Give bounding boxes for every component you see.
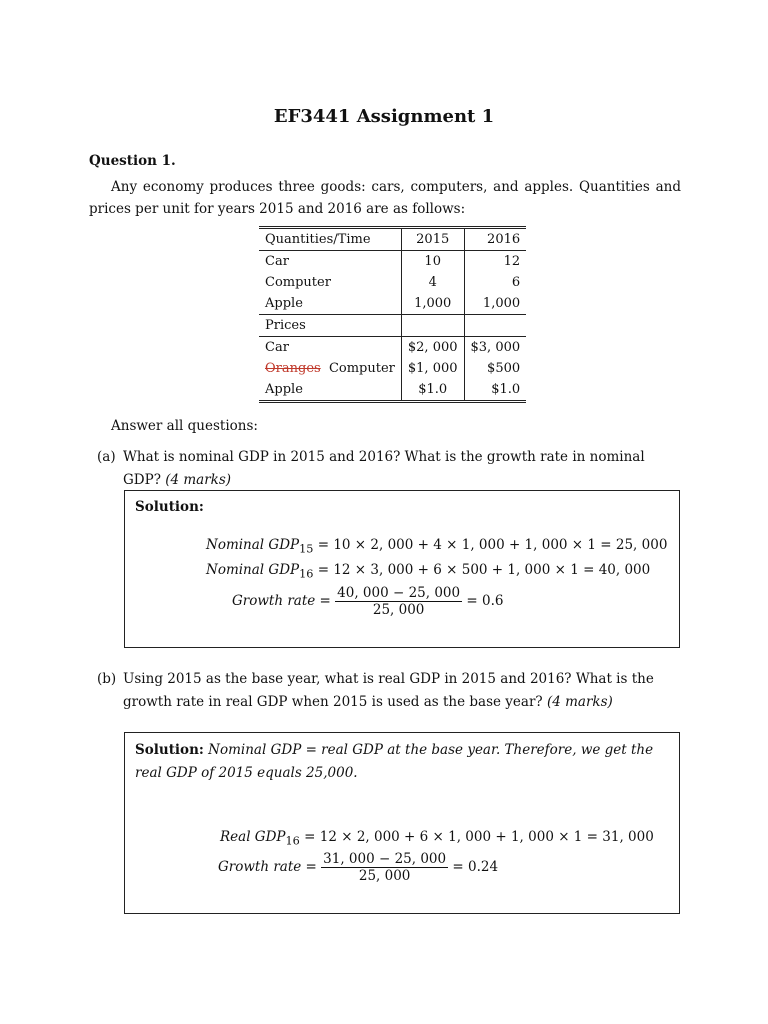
table-row: [259, 379, 526, 402]
table-row: [259, 337, 526, 359]
table-cell: Apple: [259, 293, 401, 315]
part-b-solution-paragraph: [135, 739, 669, 785]
part-a-solution-box: [124, 490, 680, 648]
table-cell: 1,000: [401, 293, 464, 315]
document-title: EF3441 Assignment 1: [273, 106, 495, 127]
table-cell: Computer: [259, 272, 401, 293]
fraction: $\frac{31, 000 - 25, 000}{25, 000}$: [323, 851, 447, 884]
table-cell: $1, 000: [401, 358, 464, 379]
question-intro: Any economy produces three goods: cars, computers, and apples. Quantities and prices per unit for years 2015 and 2016 are as follows:: [89, 179, 681, 217]
struck-text: Oranges: [265, 361, 321, 376]
question-heading: Question 1.: [89, 153, 176, 169]
table-cell: [464, 315, 526, 337]
solution-text: Nominal GDP = real GDP at the base year. Therefore, we get the real GDP of 2015 equals 25,000.: [135, 742, 654, 781]
table-cell: [259, 358, 401, 379]
equation-nominal-gdp-16: Nominal $GDP_{16} = 12 \times 3$, 000 + 6 × 500 + 1, 000 × 1 = 40, 000: [206, 562, 651, 581]
table-cell-label: Computer: [328, 361, 395, 376]
fraction: $\frac{40, 000 - 25, 000}{25, 000}$: [337, 585, 461, 618]
part-b-label: (b): [97, 671, 117, 687]
part-a-marks: (4 marks): [165, 472, 232, 488]
part-b-question: [97, 668, 681, 714]
table-row: [259, 358, 526, 379]
data-table: [259, 226, 526, 403]
table-cell: $2, 000: [401, 337, 464, 359]
table-cell: 6: [511, 275, 521, 290]
table-cell: $1.0: [401, 379, 464, 402]
table-header-row: [259, 228, 526, 251]
answer-all-instruction: Answer all questions:: [111, 418, 258, 434]
equation-growth-rate-a: Growth rate = $\frac{40, 000 - 25, 000}{25, 000}$ = 0.6: [232, 585, 504, 618]
part-b-text: Using 2015 as the base year, what is real GDP in 2015 and 2016? What is the growth rate in real GDP when 2015 is used as the base year?: [123, 671, 654, 710]
table-row: [259, 315, 526, 337]
table-cell: Car: [259, 251, 401, 273]
table-cell: Apple: [259, 379, 401, 402]
table-cell: 12: [464, 251, 526, 273]
table-cell: 1,000: [482, 296, 521, 311]
equation-real-gdp-16: Real $GDP_{16} = 12 \times 2$, 000 + 6 × 1, 000 + 1, 000 × 1 = 31, 000: [220, 829, 654, 848]
table-cell: $3, 000: [464, 337, 526, 359]
table-cell: 2015: [401, 228, 464, 251]
solution-label: Solution:: [135, 499, 204, 515]
table-row: [259, 272, 526, 293]
part-a-label: (a): [97, 449, 116, 465]
part-b-marks: (4 marks): [546, 694, 613, 710]
table-cell: [401, 315, 464, 337]
table-cell: $1.0: [491, 382, 521, 397]
table-row: [259, 293, 526, 315]
equation-growth-rate-b: Growth rate = $\frac{31, 000 - 25, 000}{25, 000}$ = 0.24: [218, 851, 499, 884]
solution-label: Solution:: [135, 742, 204, 758]
equation-nominal-gdp-15: Nominal $GDP_{15} = 10 \times 2$, 000 + 4 × 1, 000 + 1, 000 × 1 = 25, 000: [206, 537, 668, 556]
table-row: [259, 251, 526, 273]
table-cell: 2016: [487, 232, 521, 247]
table-cell: Car: [259, 337, 401, 359]
part-a-text: What is nominal GDP in 2015 and 2016? What is the growth rate in nominal GDP?: [123, 449, 645, 488]
table-cell: $500: [487, 361, 521, 376]
table-cell: 10: [401, 251, 464, 273]
table-cell: 4: [401, 272, 464, 293]
part-a-question: [97, 446, 681, 492]
part-b-solution-box: [124, 732, 680, 914]
table-cell: Quantities/Time: [259, 228, 401, 251]
table-cell: Prices: [259, 315, 401, 337]
